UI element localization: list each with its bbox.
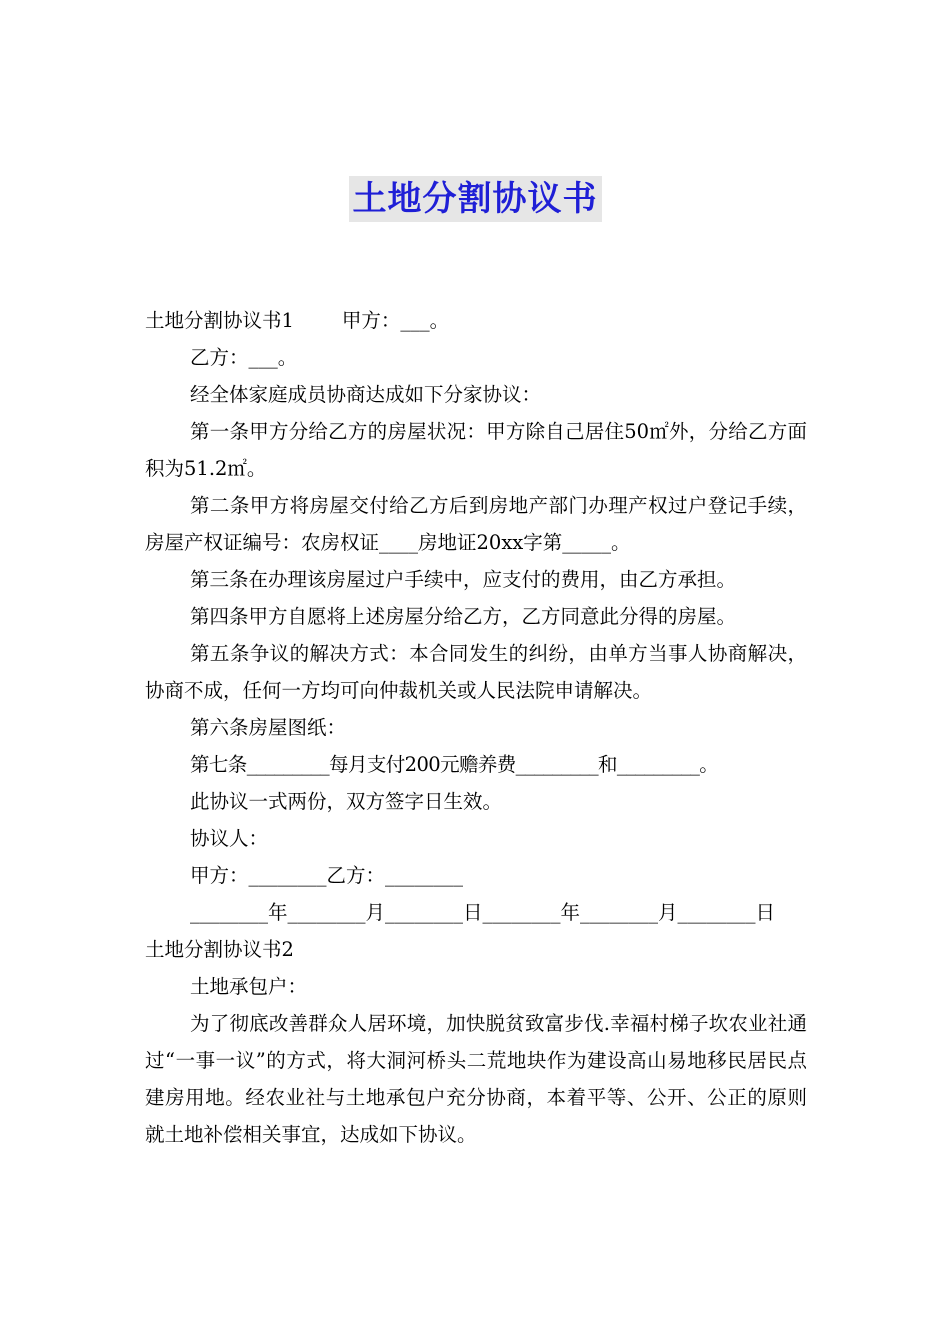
section1-heading-line — [145, 302, 807, 339]
date-line: ________年________月________日________年________月________日 — [190, 901, 776, 924]
signers-label: 协议人： — [190, 827, 269, 850]
signature-line: 甲方：________乙方：________ — [190, 864, 464, 887]
article-4: 第四条甲方自愿将上述房屋分给乙方，乙方同意此分得的房屋。 — [190, 605, 737, 628]
article-1: 第一条甲方分给乙方的房屋状况：甲方除自己居住50㎡外，分给乙方面积为51.2㎡。 — [145, 420, 807, 480]
section2-heading: 土地分割协议书2 — [145, 938, 294, 961]
article-7: 第七条_________每月支付200元赡养费_________和_________。 — [190, 753, 719, 776]
section2-paragraph-1: 为了彻底改善群众人居环境，加快脱贫致富步伐.幸福村梯子坎农业社通过“一事一议”的方式，将大洞河桥头二荒地块作为建设高山易地移民居民点建房用地。经农业社与土地承包户充分协商，本着平等、公开、公正的原则就土地补偿相关事宜，达成如下协议。 — [145, 1012, 807, 1146]
copies-clause: 此协议一式两份，双方签字日生效。 — [190, 790, 503, 813]
title-container — [0, 176, 950, 222]
intro-paragraph: 经全体家庭成员协商达成如下分家协议： — [190, 383, 542, 406]
document-title: 土地分割协议书 — [349, 176, 602, 222]
article-3: 第三条在办理该房屋过户手续中，应支付的费用，由乙方承担。 — [190, 568, 737, 591]
document-body — [145, 302, 807, 1153]
contractor-label: 土地承包户： — [190, 975, 308, 998]
party-a-line: 甲方：___。 — [341, 309, 450, 332]
article-6: 第六条房屋图纸： — [190, 716, 347, 739]
article-5: 第五条争议的解决方式：本合同发生的纠纷，由单方当事人协商解决，协商不成，任何一方均可向仲裁机关或人民法院申请解决。 — [145, 642, 807, 702]
party-b-line: 乙方：___。 — [190, 346, 298, 369]
article-2: 第二条甲方将房屋交付给乙方后到房地产部门办理产权过户登记手续，房屋产权证编号：农房权证____房地证20xx字第_____。 — [145, 494, 807, 554]
section1-heading: 土地分割协议书1 — [145, 309, 294, 332]
